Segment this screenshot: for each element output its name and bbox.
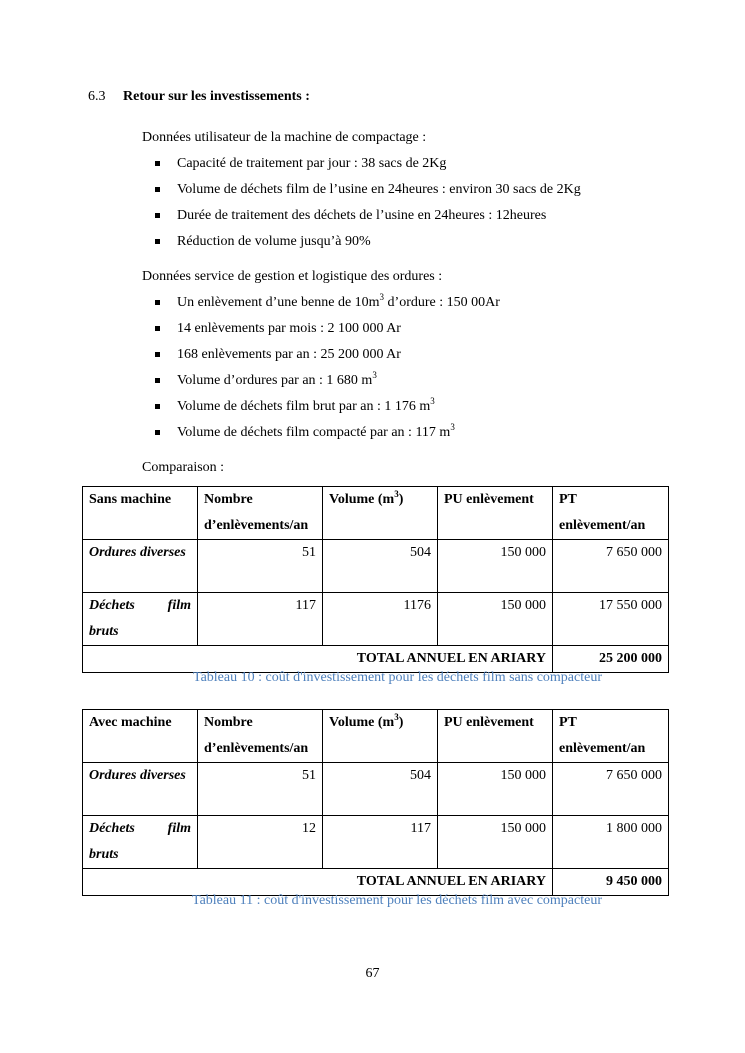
cell-nombre: 12 [198, 816, 323, 869]
total-label: TOTAL ANNUEL EN ARIARY [83, 646, 553, 673]
cell-volume: 504 [323, 763, 438, 816]
cell-pt: 17 550 000 [553, 593, 669, 646]
comparison-table-with-machine [82, 709, 669, 896]
bullet-square-icon [155, 300, 160, 305]
bullet-square-icon [155, 430, 160, 435]
section-title: Retour sur les investissements : [123, 89, 310, 104]
cell-volume: 1176 [323, 593, 438, 646]
list-item: Volume de déchets film compacté par an : 117 $m^3$ [155, 423, 500, 449]
list-item: 168 enlèvements par an : 25 200 000 Ar [155, 345, 500, 371]
list-item: 14 enlèvements par mois : 2 100 000 Ar [155, 319, 500, 345]
cell-volume: 117 [323, 816, 438, 869]
total-value: 9 450 000 [553, 869, 669, 896]
table-row [83, 763, 669, 816]
table-header-row [83, 710, 669, 763]
table-total-row [83, 646, 669, 673]
header-cell: Sans machine [83, 487, 198, 540]
row-label: Ordures diverses [83, 763, 198, 816]
header-cell: Avec machine [83, 710, 198, 763]
cell-nombre: 51 [198, 763, 323, 816]
table-header-row [83, 487, 669, 540]
page-number: 67 [365, 966, 380, 981]
cell-pu: 150 000 [438, 816, 553, 869]
bullet-square-icon [155, 352, 160, 357]
comparison-table-without-machine [82, 486, 669, 673]
bullet-square-icon [155, 239, 160, 244]
table-total-row [83, 869, 669, 896]
list-item: Durée de traitement des déchets de l’usine en 24heures : 12heures [155, 206, 581, 232]
header-cell: Nombre d’enlèvements/an [198, 487, 323, 540]
header-cell: PU enlèvement [438, 487, 553, 540]
table-row [83, 593, 669, 646]
machine-data-list [155, 154, 581, 258]
total-value: 25 200 000 [553, 646, 669, 673]
list-item: Réduction de volume jusqu’à 90% [155, 232, 581, 258]
cell-pu: 150 000 [438, 593, 553, 646]
table-caption: Tableau 10 : coût d'investissement pour les déchets film sans compacteur [193, 670, 602, 685]
header-cell: Volume $(m^3)$ [323, 487, 438, 540]
table-row [83, 540, 669, 593]
list-item: Un enlèvement d’une benne de $10m^3$ d’ordure : 150 00Ar [155, 293, 500, 319]
section-number: 6.3 [88, 89, 106, 104]
header-cell: Nombre d’enlèvements/an [198, 710, 323, 763]
cell-pt: 7 650 000 [553, 763, 669, 816]
section-heading [88, 89, 310, 105]
header-cell: PT enlèvement/an [553, 487, 669, 540]
logistics-data-intro: Données service de gestion et logistique des ordures : [142, 269, 443, 284]
row-label: Déchets film bruts [83, 816, 198, 869]
bullet-square-icon [155, 378, 160, 383]
bullet-square-icon [155, 187, 160, 192]
row-label: Ordures diverses [83, 540, 198, 593]
header-cell: Volume $(m^3)$ [323, 710, 438, 763]
comparison-label: Comparaison : [142, 460, 225, 475]
bullet-square-icon [155, 326, 160, 331]
list-item: Volume de déchets film de l’usine en 24heures : environ 30 sacs de 2Kg [155, 180, 581, 206]
cell-nombre: 117 [198, 593, 323, 646]
cell-nombre: 51 [198, 540, 323, 593]
machine-data-intro: Données utilisateur de la machine de compactage : [142, 130, 427, 145]
cell-pu: 150 000 [438, 763, 553, 816]
cell-pt: 7 650 000 [553, 540, 669, 593]
bullet-square-icon [155, 404, 160, 409]
cell-pt: 1 800 000 [553, 816, 669, 869]
cell-volume: 504 [323, 540, 438, 593]
list-item: Capacité de traitement par jour : 38 sacs de 2Kg [155, 154, 581, 180]
list-item: Volume d’ordures par an : 1 680 $m^3$ [155, 371, 500, 397]
header-cell: PT enlèvement/an [553, 710, 669, 763]
header-cell: PU enlèvement [438, 710, 553, 763]
cell-pu: 150 000 [438, 540, 553, 593]
table-caption: Tableau 11 : coût d'investissement pour les déchets film avec compacteur [192, 893, 602, 908]
logistics-data-list [155, 293, 500, 449]
bullet-square-icon [155, 161, 160, 166]
row-label: Déchets film bruts [83, 593, 198, 646]
total-label: TOTAL ANNUEL EN ARIARY [83, 869, 553, 896]
table-row [83, 816, 669, 869]
list-item: Volume de déchets film brut par an : 1 176 $m^3$ [155, 397, 500, 423]
bullet-square-icon [155, 213, 160, 218]
